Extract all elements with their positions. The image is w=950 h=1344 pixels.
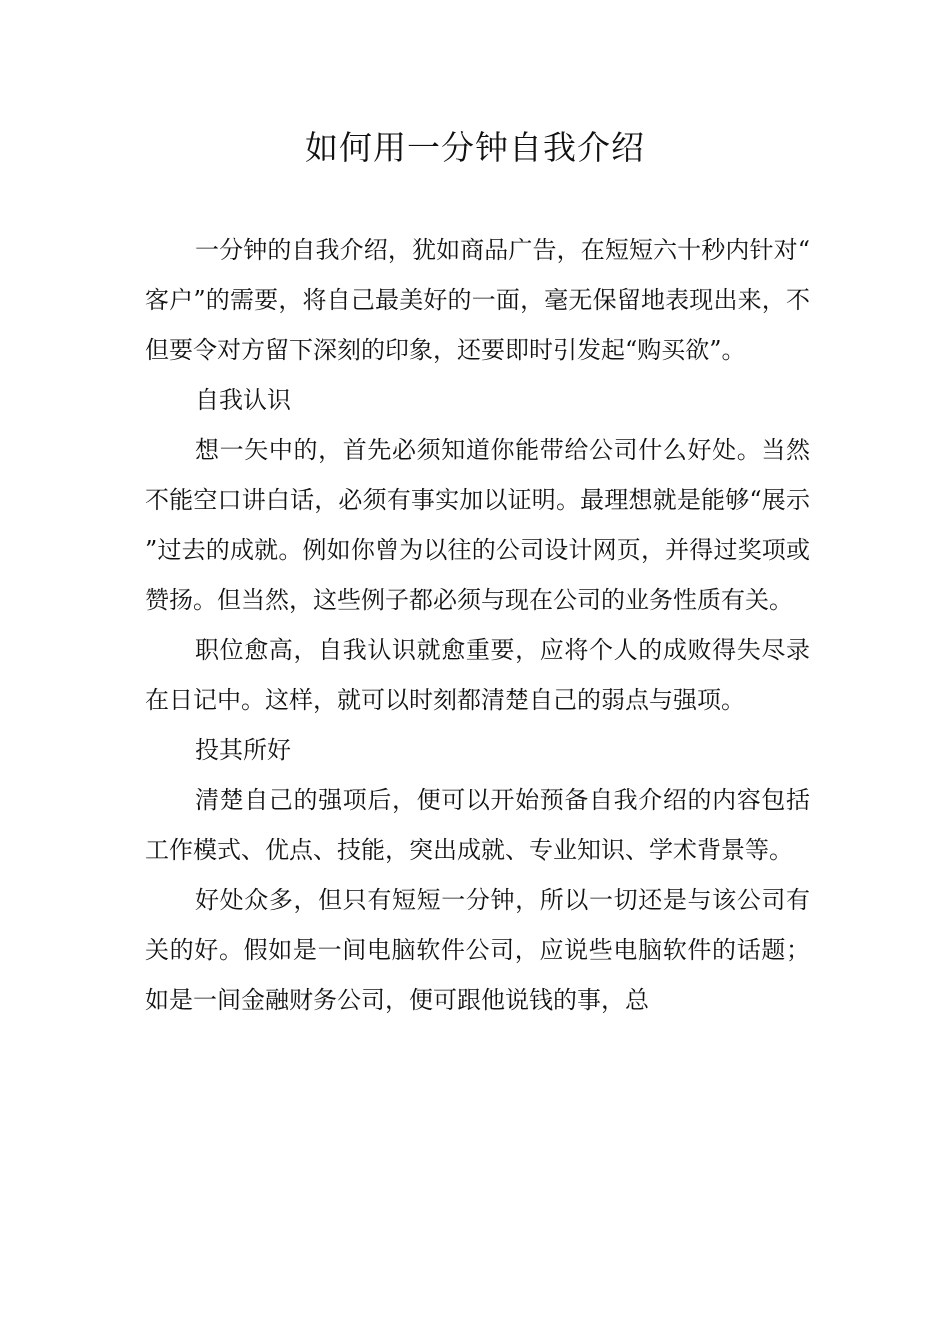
- paragraph-self-awareness-2: 职位愈高，自我认识就愈重要，应将个人的成败得失尽录在日记中。这样，就可以时刻都清楚自己的弱点与强项。: [145, 636, 810, 714]
- section-heading-self-awareness: 自我认识: [195, 386, 291, 414]
- paragraph-cater-1: 清楚自己的强项后，便可以开始预备自我介绍的内容包括工作模式、优点、技能，突出成就、专业知识、学术背景等。: [145, 786, 810, 864]
- document-body: [145, 225, 810, 1025]
- document-title: 如何用一分钟自我介绍: [305, 128, 645, 167]
- paragraph-self-awareness-1: 想一矢中的，首先必须知道你能带给公司什么好处。当然不能空口讲白话，必须有事实加以证明。最理想就是能够“展示”过去的成就。例如你曾为以往的公司设计网页，并得过奖项或赞扬。但当然，这些例子都必须与现在公司的业务性质有关。: [145, 436, 810, 614]
- paragraph-intro: 一分钟的自我介绍，犹如商品广告，在短短六十秒内针对“客户”的需要，将自己最美好的一面，毫无保留地表现出来，不但要令对方留下深刻的印象，还要即时引发起“购买欲”。: [145, 236, 810, 364]
- section-heading-cater-to-interests: 投其所好: [195, 736, 291, 764]
- paragraph-cater-2: 好处众多，但只有短短一分钟，所以一切还是与该公司有关的好。假如是一间电脑软件公司，应说些电脑软件的话题；如是一间金融财务公司，便可跟他说钱的事，总: [145, 886, 810, 1014]
